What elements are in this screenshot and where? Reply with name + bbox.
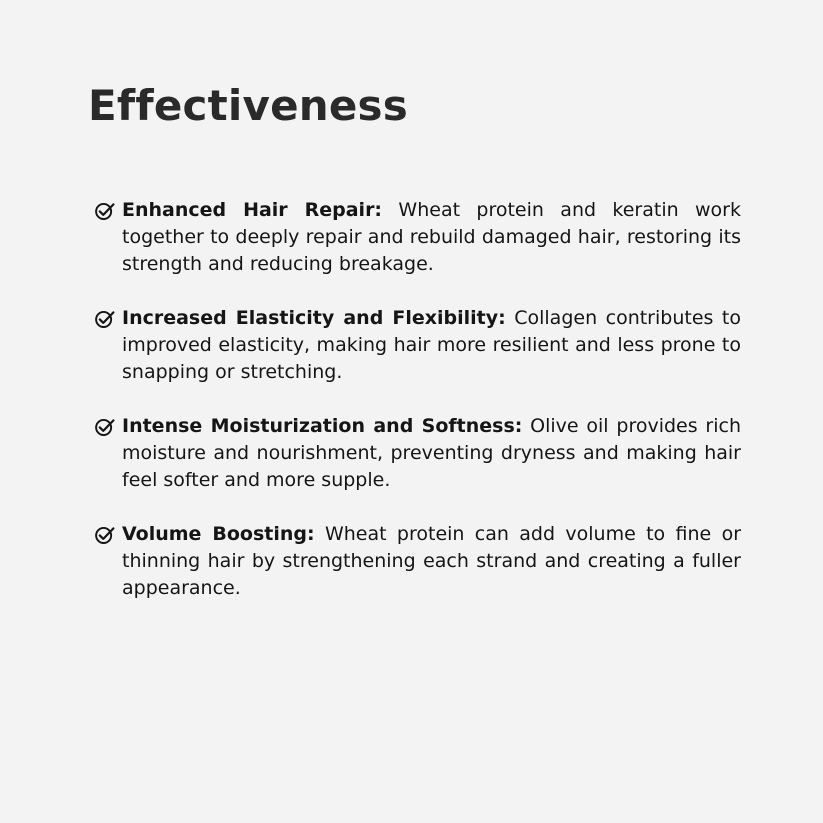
- list-item-volume-boosting: [94, 521, 741, 602]
- item-title: Volume Boosting:: [122, 523, 315, 545]
- item-description: Olive oil provides rich moisture and nourishment, preventing dryness and making hair feel softer and more supple.: [122, 415, 741, 491]
- page-title: Effectiveness: [88, 81, 408, 130]
- item-title: Increased Elasticity and Flexibility:: [122, 307, 506, 329]
- check-circle-icon: [94, 200, 116, 222]
- list-item-moisturization: [94, 413, 741, 494]
- list-item-elasticity: [94, 305, 741, 386]
- item-title: Intense Moisturization and Softness:: [122, 415, 523, 437]
- item-description: Collagen contributes to improved elasticity, making hair more resilient and less prone to snapping or stretching.: [122, 307, 741, 383]
- item-description: Wheat protein and keratin work together to deeply repair and rebuild damaged hair, restoring its strength and reducing breakage.: [122, 199, 741, 275]
- item-description: Wheat protein can add volume to fine or thinning hair by strengthening each strand and creating a fuller appearance.: [122, 523, 742, 599]
- effectiveness-list: [94, 197, 741, 602]
- check-circle-icon: [94, 308, 116, 330]
- check-circle-icon: [94, 524, 116, 546]
- item-title: Enhanced Hair Repair:: [122, 199, 383, 221]
- list-item-hair-repair: [94, 197, 741, 278]
- check-circle-icon: [94, 416, 116, 438]
